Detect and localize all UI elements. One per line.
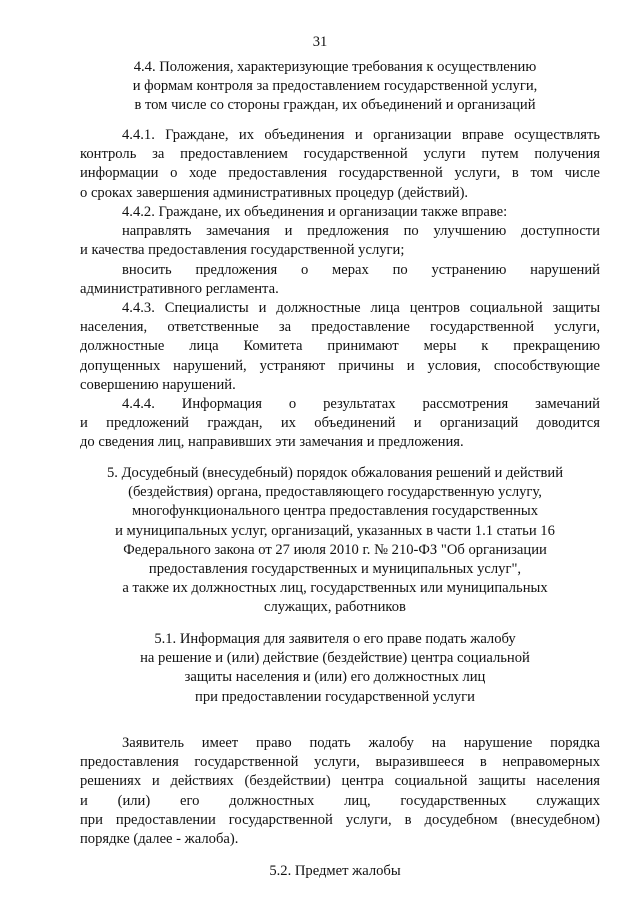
page-number: 31: [312, 34, 328, 50]
section-4-4-heading: [70, 58, 600, 116]
paragraph-line: 4.4.1. Граждане, их объединения и организации вправе осуществлять: [122, 127, 600, 143]
paragraph-line: предоставления государственной услуги, выразившееся в неправомерных: [80, 754, 600, 771]
paragraph-line: вносить предложения о мерах по устранению нарушений: [122, 262, 600, 278]
heading-line: служащих, работников: [264, 599, 406, 616]
paragraph-line: решениях и действиях (бездействии) центра социальной защиты населения: [80, 773, 600, 790]
heading-line: и муниципальных услуг, организаций, указанных в части 1.1 статьи 16: [115, 522, 555, 539]
paragraph-4-4-3: [80, 299, 600, 395]
heading-line: при предоставлении государственной услуги: [195, 688, 475, 705]
paragraph-line: населения, ответственные за предоставление государственной услуги,: [80, 319, 600, 336]
heading-line: 4.4. Положения, характеризующие требования к осуществлению: [133, 59, 537, 75]
paragraph-line: и качества предоставления государственной услуги;: [80, 242, 405, 259]
paragraph-4-4-2-item-b: [80, 261, 600, 299]
paragraph-4-4-2-item-a: [80, 222, 600, 260]
section-5-2-heading: [70, 862, 600, 881]
paragraph-line: контроль за предоставлением государственной услуги путем получения: [80, 146, 600, 163]
paragraph-line: 4.4.2. Граждане, их объединения и организации также вправе:: [122, 204, 508, 220]
paragraph-line: до сведения лиц, направивших эти замечания и предложения.: [80, 434, 464, 451]
heading-line: защиты населения и (или) его должностных лиц: [184, 669, 486, 686]
heading-line: на решение и (или) действие (бездействие) центра социальной: [140, 650, 530, 667]
heading-line: (бездействия) органа, предоставляющего государственную услугу,: [128, 484, 542, 501]
heading-line: предоставления государственных и муниципальных услуг",: [148, 561, 522, 578]
paragraph-line: Заявитель имеет право подать жалобу на нарушение порядка: [122, 735, 600, 751]
paragraph-4-4-1: [80, 126, 600, 203]
paragraph-5-1: [80, 734, 600, 849]
heading-line: 5. Досудебный (внесудебный) порядок обжалования решений и действий: [106, 465, 564, 481]
paragraph-line: совершению нарушений.: [80, 376, 236, 393]
section-5-heading: [70, 464, 600, 618]
paragraph-line: порядке (далее - жалоба).: [80, 831, 239, 848]
paragraph-line: административного регламента.: [80, 281, 279, 298]
paragraph-line: и (или) его должностных лиц, государственных служащих: [80, 792, 600, 809]
paragraph-line: и предложений граждан, их объединений и организаций доводится: [80, 415, 600, 432]
heading-line: Федерального закона от 27 июля 2010 г. № 210-ФЗ "Об организации: [123, 541, 547, 558]
paragraph-4-4-2: [80, 203, 600, 222]
paragraph-line: при предоставлении государственной услуги, в досудебном (внесудебном): [80, 811, 600, 828]
heading-line: 5.2. Предмет жалобы: [269, 863, 401, 879]
section-5-1-heading: [70, 630, 600, 707]
paragraph-line: 4.4.4. Информация о результатах рассмотрения замечаний: [122, 396, 600, 412]
paragraph-line: информации о ходе предоставления государственной услуги, в том числе: [80, 165, 600, 182]
heading-line: и формам контроля за предоставлением государственной услуги,: [132, 78, 538, 95]
heading-line: многофункционального центра предоставления государственных: [131, 503, 538, 520]
paragraph-line: направлять замечания и предложения по улучшению доступности: [122, 223, 600, 239]
paragraph-line: должностные лица Комитета принимают меры к прекращению: [80, 338, 600, 355]
paragraph-line: допущенных нарушений, устраняют причины и условия, способствующие: [80, 357, 600, 374]
paragraph-line: о сроках завершения административных процедур (действий).: [80, 184, 469, 201]
heading-line: в том числе со стороны граждан, их объединений и организаций: [134, 97, 536, 114]
paragraph-line: 4.4.3. Специалисты и должностные лица центров социальной защиты: [122, 300, 600, 316]
heading-line: а также их должностных лиц, государственных или муниципальных: [122, 580, 548, 597]
paragraph-4-4-4: [80, 395, 600, 453]
heading-line: 5.1. Информация для заявителя о его праве подать жалобу: [154, 631, 516, 647]
